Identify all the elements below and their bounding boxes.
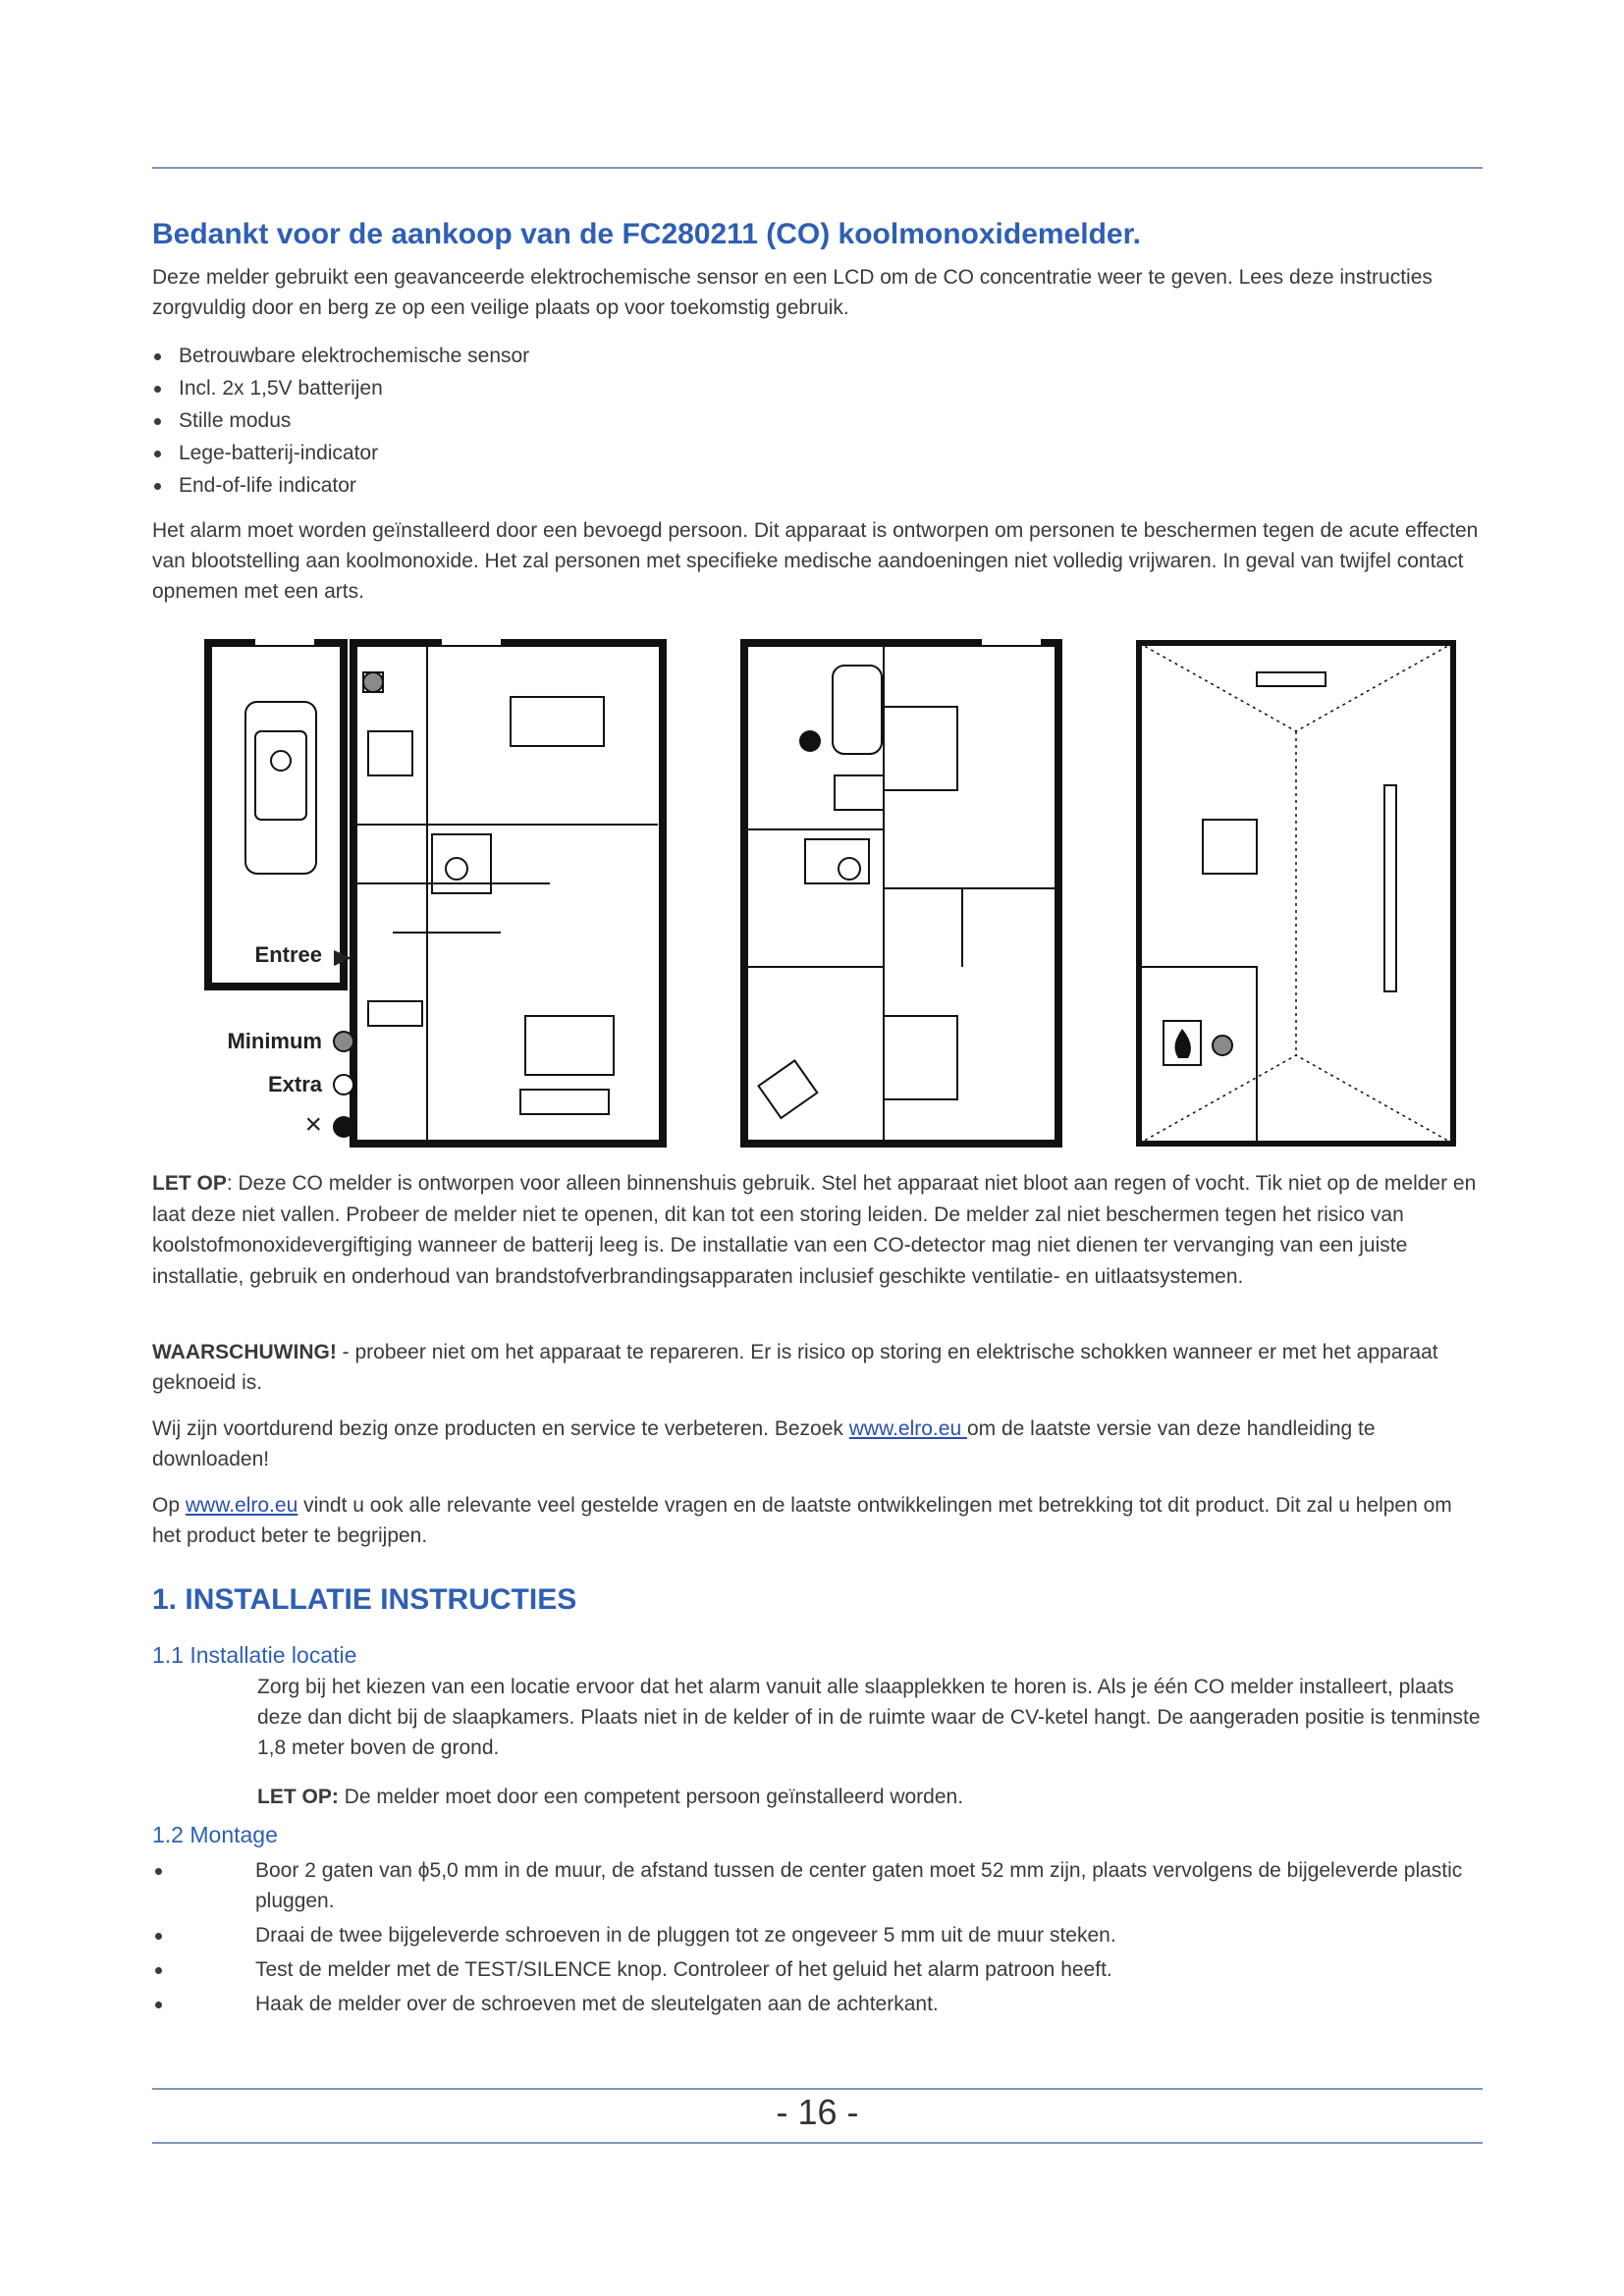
- faq-text-after: vindt u ook alle relevante veel gestelde vragen en de laatste ontwikkelingen met betrekking tot dit product. Dit zal u helpen om het product beter te begrijpen.: [152, 1494, 1452, 1547]
- faq-text: Op: [152, 1494, 186, 1517]
- figure-legend: [227, 942, 354, 1141]
- list-item: End-of-life indicator: [152, 469, 1483, 502]
- detector-markers: [363, 672, 1232, 1065]
- let-op-sep: :: [226, 1172, 239, 1195]
- install-note: Het alarm moet worden geïnstalleerd door een bevoegd persoon. Dit apparaat is ontworpen om personen te beschermen tegen de acute effecten van blootstelling aan koolmonoxide. Het zal personen met specifieke medische aandoeningen niet volledig vrijwaren. In geval van twijfel contact opnemen met een arts.: [152, 519, 1479, 603]
- elro-link[interactable]: www.elro.eu: [848, 1417, 967, 1440]
- floor-plan-figure: [196, 638, 1463, 1153]
- list-item: Test de melder met de TEST/SILENCE knop. Controleer of het geluid het alarm patroon heeft.: [152, 1954, 1483, 1985]
- note-label: LET OP:: [257, 1786, 339, 1808]
- legend-x: ×: [304, 1108, 322, 1141]
- legend-extra: Extra: [267, 1072, 322, 1096]
- subsection-heading: 1.1 Installatie locatie: [152, 1642, 357, 1668]
- list-item: Boor 2 gaten van ϕ5,0 mm in de muur, de afstand tussen de center gaten moet 52 mm zijn, plaats vervolgens de bijgeleverde plastic pluggen.: [152, 1855, 1483, 1916]
- first-floor-plan: [744, 641, 1058, 1144]
- list-item: Betrouwbare elektrochemische sensor: [152, 340, 1483, 372]
- list-item: Stille modus: [152, 404, 1483, 437]
- improve-text: Wij zijn voortdurend bezig onze producten en service te verbeteren. Bezoek: [152, 1417, 849, 1440]
- page-title: Bedankt voor de aankoop van de FC280211 (CO) koolmonoxidemelder.: [152, 218, 1141, 250]
- installation-note: [257, 1782, 1483, 1812]
- mounting-list: [152, 1855, 1483, 2023]
- elro-link[interactable]: www.elro.eu: [185, 1494, 298, 1517]
- footer-rule-top: [152, 2088, 1483, 2090]
- section-heading: 1. INSTALLATIE INSTRUCTIES: [152, 1583, 577, 1616]
- list-item: Incl. 2x 1,5V batterijen: [152, 372, 1483, 404]
- let-op-label: LET OP: [152, 1172, 227, 1195]
- feature-list: [152, 340, 1483, 502]
- let-op-text: Deze CO melder is ontworpen voor alleen binnenshuis gebruik. Stel het apparaat niet bloot aan regen of vocht. Tik niet op de melder en laat deze niet vallen. Probeer de melder niet te openen, dit kan tot een storing leiden. De melder zal niet beschermen tegen het risico van koolstofmonoxidevergiftiging wanneer de batterij leeg is. De installatie van een CO-detector mag niet dienen ter vervanging van een juiste installatie, gebruik en onderhoud van brandstofverbrandingsapparaten inclusief geschikte ventilatie- en uitlaatsystemen.: [152, 1172, 1477, 1288]
- note-text: De melder moet door een competent persoon geïnstalleerd worden.: [338, 1786, 964, 1808]
- legend-entry: Entree: [254, 942, 322, 967]
- warning-text: - probeer niet om het apparaat te repareren. Er is risico op storing en elektrische schokken wanneer er met het apparaat geknoeid is.: [152, 1341, 1438, 1394]
- list-item: Lege-batterij-indicator: [152, 437, 1483, 469]
- faq-paragraph: [152, 1490, 1483, 1551]
- header-rule: [152, 167, 1483, 169]
- installation-location-text: Zorg bij het kiezen van een locatie ervoor dat het alarm vanuit alle slaapplekken te horen is. Als je één CO melder installeert, plaats deze dan dicht bij de slaapkamers. Plaats niet in de kelder of in de ruimte waar de CV-ketel hangt. De aangeraden positie is tenminste 1,8 meter boven de grond.: [257, 1676, 1481, 1759]
- warning-label: WAARSCHUWING!: [152, 1341, 337, 1363]
- ground-floor-plan: [353, 641, 663, 1144]
- footer-rule-bottom: [152, 2142, 1483, 2144]
- list-item: Haak de melder over de schroeven met de sleutelgaten aan de achterkant.: [152, 1989, 1483, 2019]
- intro-text: Deze melder gebruikt een geavanceerde elektrochemische sensor en een LCD om de CO concentratie weer te geven. Lees deze instructies zorgvuldig door en berg ze op een veilige plaats op voor toekomstig gebruik.: [152, 266, 1433, 319]
- improve-text-after: om de laatste versie van deze handleiding te downloaden!: [152, 1417, 1376, 1470]
- legend-minimum: Minimum: [227, 1029, 322, 1053]
- subsection-heading: 1.2 Montage: [152, 1822, 278, 1847]
- list-item: Draai de twee bijgeleverde schroeven in de pluggen tot ze ongeveer 5 mm uit de muur steken.: [152, 1920, 1483, 1950]
- let-op-paragraph: [152, 1168, 1483, 1292]
- garage-plan: [208, 641, 344, 987]
- improve-paragraph: [152, 1414, 1483, 1474]
- warning-paragraph: [152, 1337, 1483, 1398]
- attic-plan: [1139, 643, 1453, 1144]
- page-number: - 16 -: [776, 2092, 859, 2132]
